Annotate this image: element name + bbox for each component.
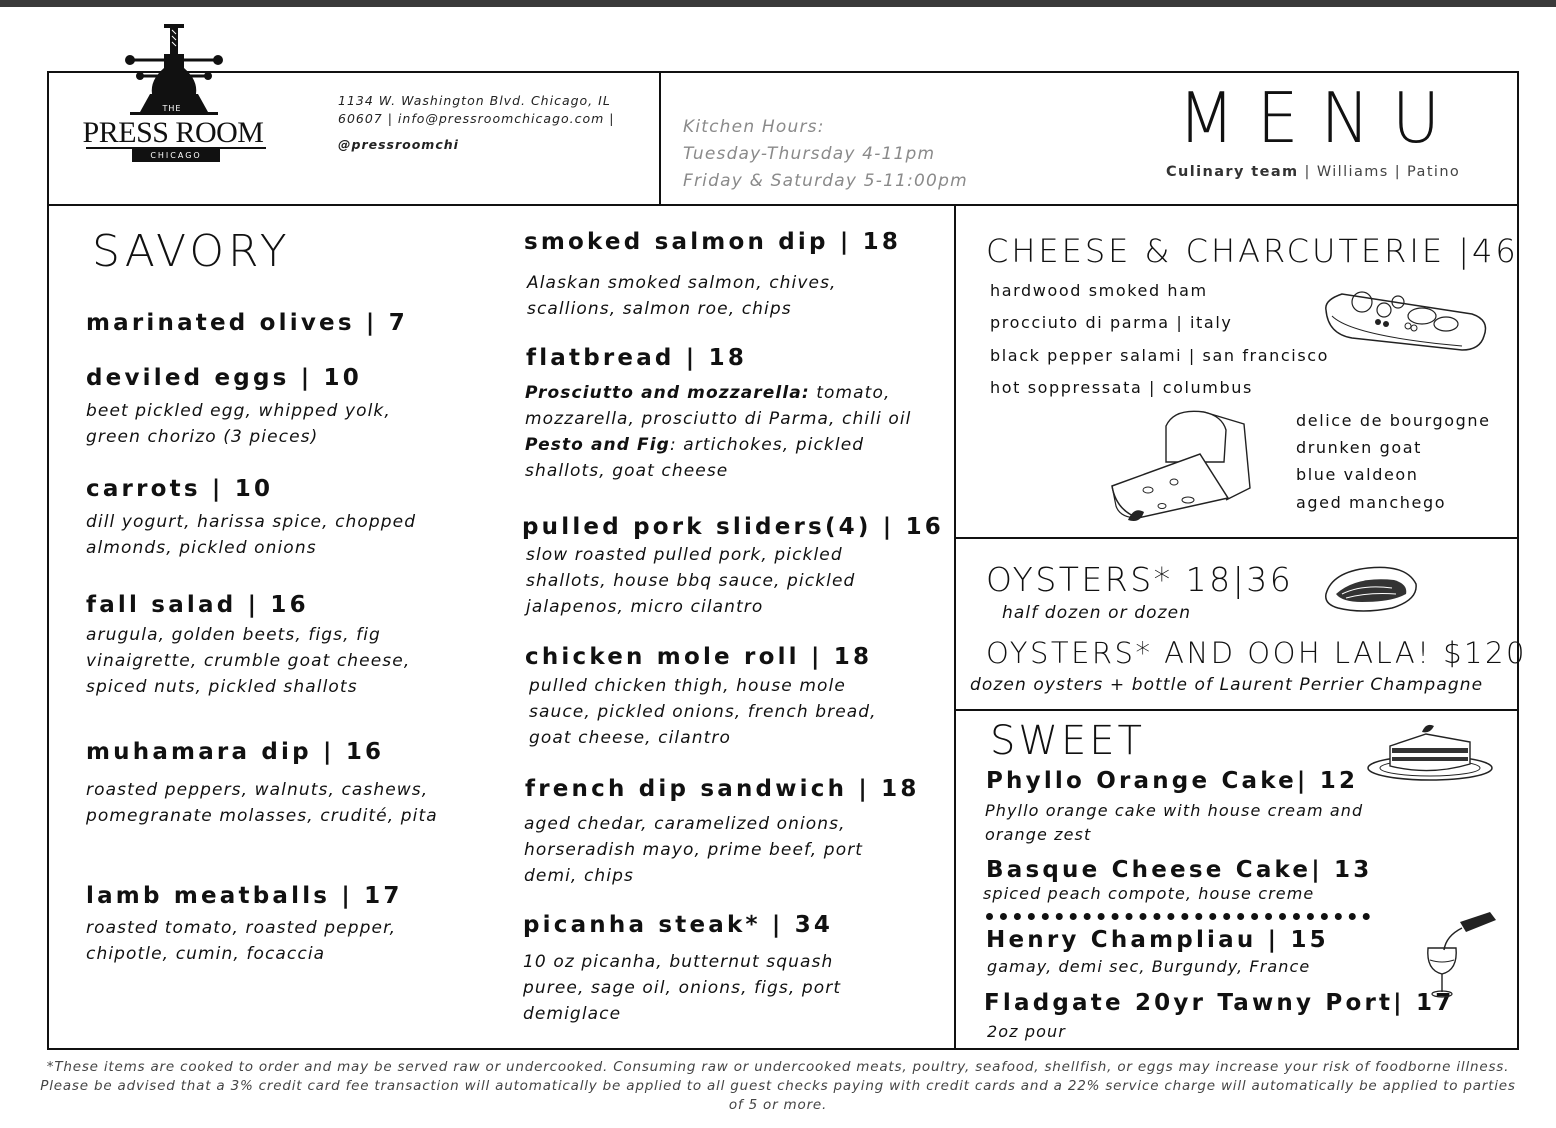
oysters-champagne-title: OYSTERS* AND OOH LALA! $120 — [986, 636, 1527, 670]
menu-item-desc: aged chedar, caramelized onions, horseradish mayo, prime beef, port demi, chips — [524, 814, 864, 886]
logo-name: PRESS ROOM — [82, 116, 264, 149]
hours-label: Kitchen Hours: — [683, 117, 825, 137]
menu-item-name: lamb meatballs | 17 — [86, 883, 403, 909]
menu-item-desc: 10 oz picanha, butternut squash puree, sage oil, onions, figs, port demiglace — [523, 952, 842, 1024]
meat-item: procciuto di parma | italy — [990, 313, 1233, 332]
menu-item-desc: dill yogurt, harissa spice, chopped almonds, pickled onions — [86, 512, 417, 558]
hours-weekday: Tuesday-Thursday 4-11pm — [683, 144, 936, 164]
savory-title: SAVORY — [92, 226, 291, 277]
oysters-title: OYSTERS* 18|36 — [986, 560, 1294, 599]
menu-item-name: Phyllo Orange Cake| 12 — [986, 768, 1359, 794]
menu-item-name: pulled pork sliders(4) | 16 — [522, 514, 944, 540]
menu-item-name: Fladgate 20yr Tawny Port| 17 — [984, 990, 1455, 1016]
flatbread-option-2-desc: : artichokes, pickled shallots, goat cheese — [525, 435, 865, 481]
meat-item: hot soppressata | columbus — [990, 378, 1253, 397]
menu-item-name: Henry Champliau | 15 — [986, 927, 1329, 953]
brand-logo — [72, 20, 282, 170]
culinary-team — [1166, 164, 1460, 180]
menu-item-name: french dip sandwich | 18 — [525, 776, 920, 802]
cheese-title: CHEESE & CHARCUTERIE |46 — [986, 232, 1519, 270]
menu-item-name: fall salad | 16 — [86, 592, 309, 618]
menu-item-desc: slow roasted pulled pork, pickled shallots, house bbq sauce, pickled jalapenos, micro cilantro — [526, 545, 856, 617]
cheese-item: blue valdeon — [1296, 465, 1419, 484]
meat-item: hardwood smoked ham — [990, 281, 1208, 300]
social-handle: @pressroomchi — [338, 137, 459, 152]
menu-item-name: smoked salmon dip | 18 — [524, 229, 902, 255]
menu-item-name: picanha steak* | 34 — [523, 912, 834, 938]
team-names: | Williams | Patino — [1298, 164, 1461, 180]
menu-item-desc: Alaskan smoked salmon, chives, scallions, salmon roe, chips — [527, 273, 837, 319]
flatbread-option-2: Pesto and Fig — [525, 435, 670, 455]
column-divider — [954, 204, 956, 1050]
menu-item-name: chicken mole roll | 18 — [525, 644, 873, 670]
meat-item: black pepper salami | san francisco — [990, 346, 1330, 365]
flatbread-option-1-desc: tomato, mozzarella, prosciutto di Parma, chili oil — [525, 383, 912, 429]
top-bar — [0, 0, 1556, 7]
menu-title: MENU — [1177, 78, 1463, 159]
team-label: Culinary team — [1166, 164, 1299, 180]
menu-item-name: muhamara dip | 16 — [86, 739, 385, 765]
footer-disclaimer: *These items are cooked to order and may be served raw or undercooked. Consuming raw or undercooked meats, poultry, seafood, shellfish, or eggs may increase your risk of foodborne illness. Please be advised that a 3% credit card fee transaction will automatically be applied to all guest checks paying with credit cards and a 22% service charge will automatically be applied to parties of 5 or more. — [40, 1059, 1516, 1113]
kitchen-hours — [683, 114, 968, 195]
sweet-title: SWEET — [990, 718, 1145, 764]
oysters-champagne-desc: dozen oysters + bottle of Laurent Perrier Champagne — [970, 675, 1484, 695]
menu-item-name: marinated olives | 7 — [86, 310, 408, 336]
cheese-item: delice de bourgogne — [1296, 411, 1491, 430]
cheese-divider — [954, 537, 1519, 539]
flatbread-option-1: Prosciutto and mozzarella: — [525, 383, 810, 403]
cheese-wedge-icon — [1104, 402, 1274, 532]
wine-pour-icon — [1420, 910, 1500, 1000]
oyster-divider — [954, 709, 1519, 711]
dotted-divider — [986, 913, 1370, 921]
hours-weekend: Friday & Saturday 5-11:00pm — [683, 171, 968, 191]
menu-item-desc: spiced peach compote, house creme — [983, 884, 1315, 903]
header-divider-vertical — [659, 71, 661, 205]
menu-item-desc — [525, 380, 945, 484]
menu-item-desc: roasted peppers, walnuts, cashews, pomegranate molasses, crudité, pita — [86, 780, 438, 826]
menu-item-desc: pulled chicken thigh, house mole sauce, pickled onions, french bread, goat cheese, cilantro — [529, 676, 877, 748]
header-divider — [47, 204, 1519, 206]
menu-item-name: deviled eggs | 10 — [86, 365, 362, 391]
menu-item-desc: Phyllo orange cake with house cream and orange zest — [985, 801, 1364, 844]
menu-item-name: carrots | 10 — [86, 476, 274, 502]
cheese-item: drunken goat — [1296, 438, 1423, 457]
address: 1134 W. Washington Blvd. Chicago, IL 60607 | info@pressroomchicago.com | — [338, 93, 615, 126]
menu-item-desc: arugula, golden beets, figs, fig vinaigrette, crumble goat cheese, spiced nuts, pickled shallots — [86, 625, 411, 697]
menu-item-desc: 2oz pour — [987, 1022, 1066, 1041]
oysters-desc: half dozen or dozen — [1002, 603, 1192, 623]
menu-item-desc: beet pickled egg, whipped yolk, green chorizo (3 pieces) — [86, 401, 391, 447]
menu-item-name: flatbread | 18 — [526, 345, 748, 371]
oyster-icon — [1322, 560, 1422, 616]
menu-item-name: Basque Cheese Cake| 13 — [986, 857, 1373, 883]
charcuterie-board-icon — [1322, 280, 1492, 360]
cheese-item: aged manchego — [1296, 493, 1447, 512]
logo-city: CHICAGO — [150, 151, 202, 160]
logo-the: THE — [162, 104, 182, 113]
menu-item-desc: gamay, demi sec, Burgundy, France — [987, 957, 1311, 976]
cake-slice-icon — [1366, 716, 1496, 782]
menu-item-desc: roasted tomato, roasted pepper, chipotle, cumin, focaccia — [86, 918, 397, 964]
